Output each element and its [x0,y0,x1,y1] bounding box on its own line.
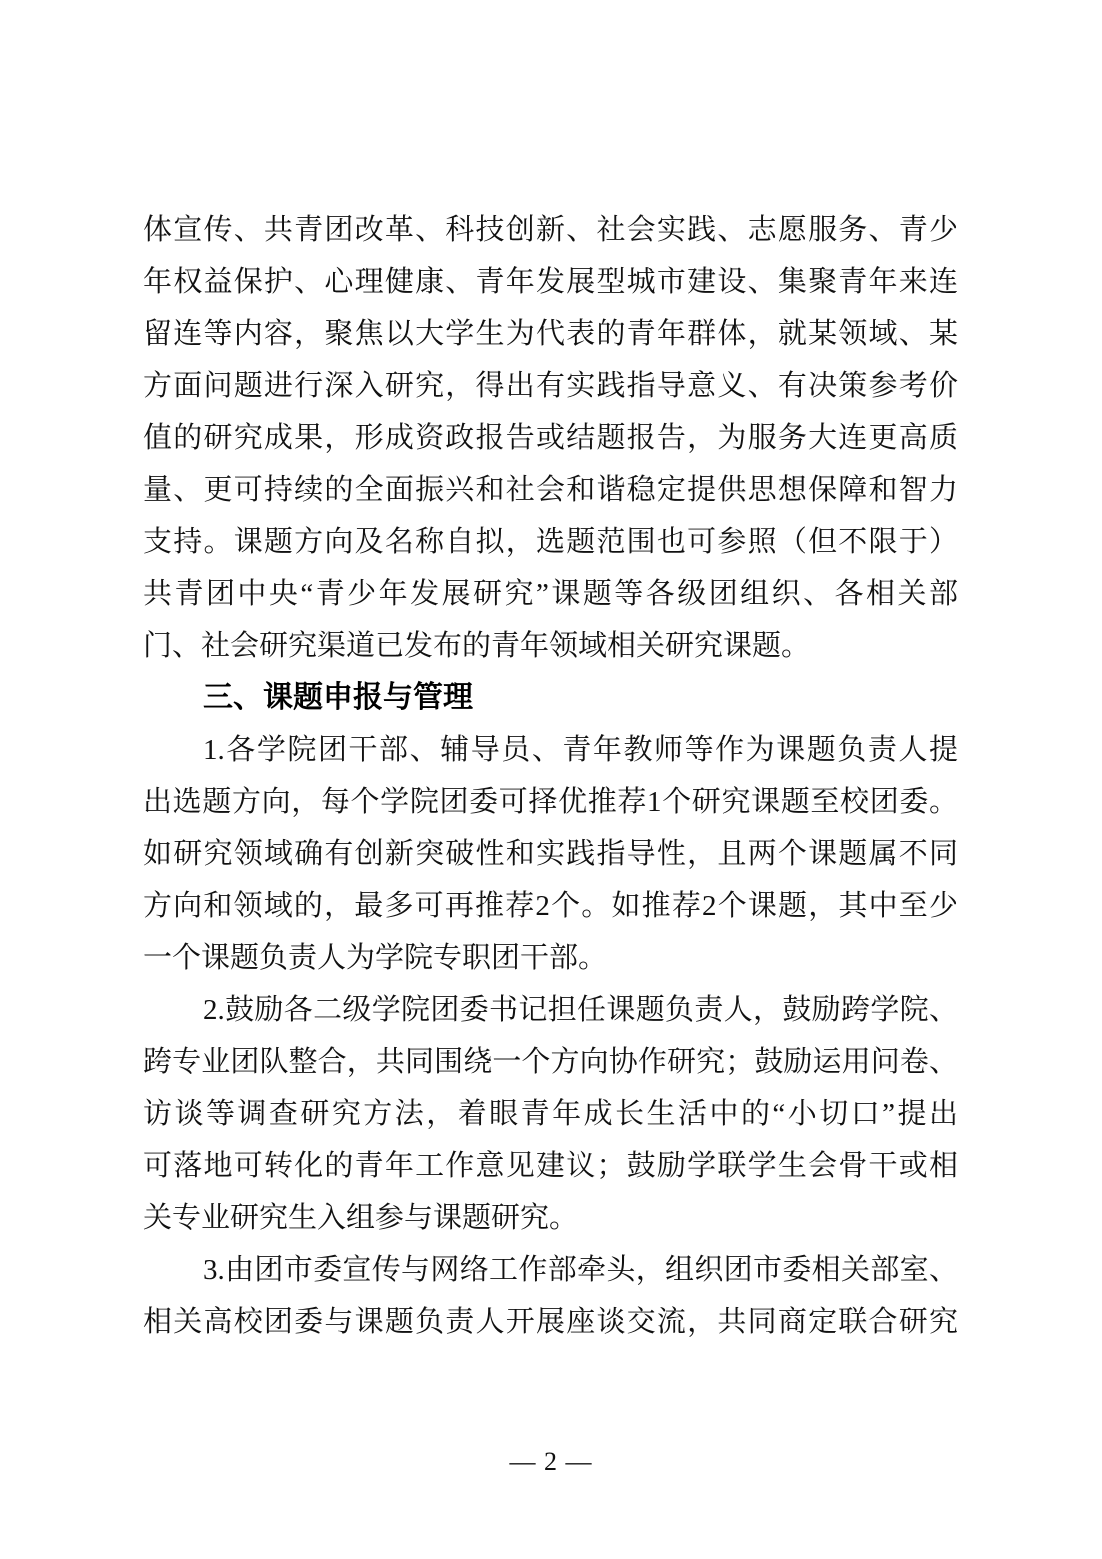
text-line: 值的研究成果，形成资政报告或结题报告，为服务大连更高质 [143,422,958,454]
text-line: 共青团中央“青少年发展研究”课题等各级团组织、各相关部 [143,578,958,610]
text-line: 访谈等调查研究方法，着眼青年成长生活中的“小切口”提出 [143,1098,958,1130]
text-line: 量、更可持续的全面振兴和社会和谐稳定提供思想保障和智力 [143,474,958,506]
section-heading: 三、课题申报与管理 [203,681,473,714]
paragraph-end-line: 门、社会研究渠道已发布的青年领域相关研究课题。 [143,630,811,662]
text-line: 如研究领域确有创新突破性和实践指导性，且两个课题属不同 [143,838,958,870]
paragraph-start-line-2: 2.鼓励各二级学院团委书记担任课题负责人，鼓励跨学院、 [203,994,958,1026]
text-line: 可落地可转化的青年工作意见建议；鼓励学联学生会骨干或相 [143,1150,958,1182]
text-line: 体宣传、共青团改革、科技创新、社会实践、志愿服务、青少 [143,214,958,246]
paragraph-start-line-3: 3.由团市委宣传与网络工作部牵头，组织团市委相关部室、 [203,1254,958,1286]
text-line: 年权益保护、心理健康、青年发展型城市建设、集聚青年来连 [143,266,958,298]
paragraph-end-line: 一个课题负责人为学院专职团干部。 [143,942,608,974]
paragraph-start-line-1: 1.各学院团干部、辅导员、青年教师等作为课题负责人提 [203,734,958,766]
page-footer [0,1446,1102,1478]
text-line: 出选题方向，每个学院团委可择优推荐1个研究课题至校团委。 [143,786,958,818]
text-line: 留连等内容，聚焦以大学生为代表的青年群体，就某领域、某 [143,318,958,350]
text-line: 跨专业团队整合，共同围绕一个方向协作研究；鼓励运用问卷、 [143,1046,958,1078]
document-body [143,204,958,1348]
text-line: 方面问题进行深入研究，得出有实践指导意义、有决策参考价 [143,370,958,402]
text-line: 方向和领域的，最多可再推荐2个。如推荐2个课题，其中至少 [143,890,958,922]
text-line: 相关高校团委与课题负责人开展座谈交流，共同商定联合研究 [143,1306,958,1338]
page-number: — 2 — [509,1447,593,1476]
text-line: 支持。课题方向及名称自拟，选题范围也可参照（但不限于） [143,526,958,558]
paragraph-end-line: 关专业研究生入组参与课题研究。 [143,1202,579,1234]
